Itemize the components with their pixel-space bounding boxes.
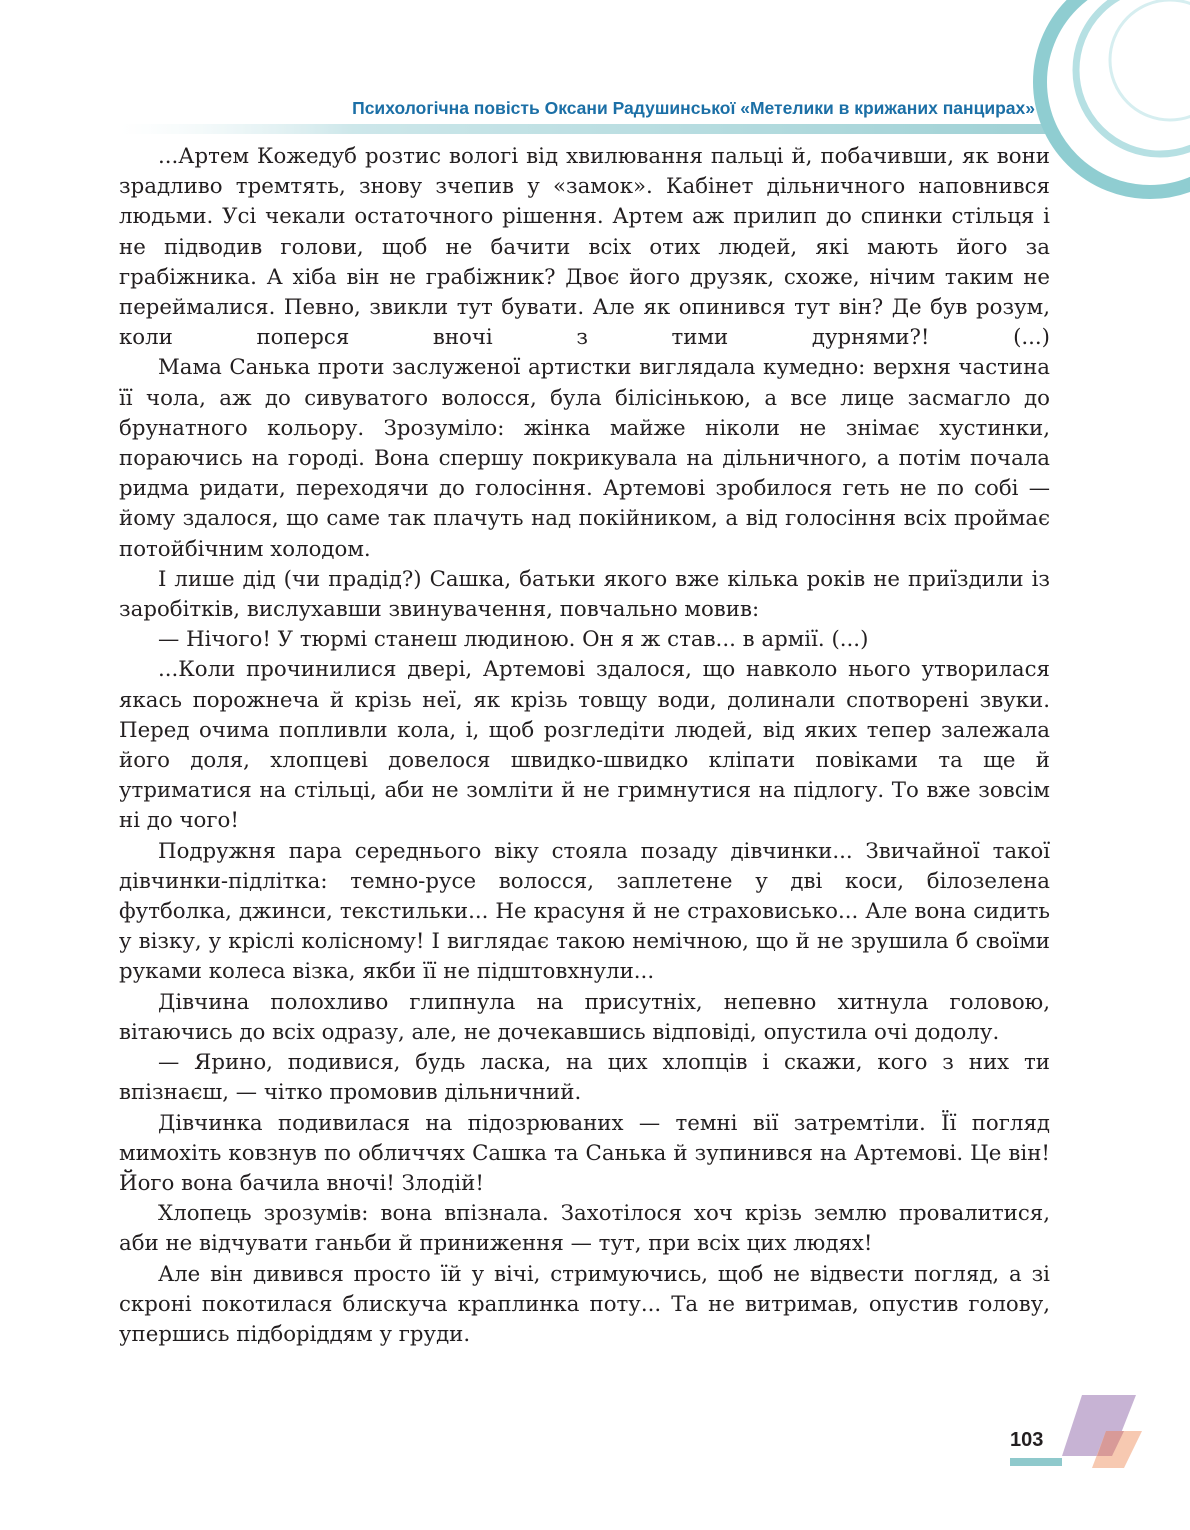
paragraph: І лише дід (чи прадід?) Сашка, батьки якого вже кілька років не приїздили із заробітків, вислухавши звинувачення, повчально мовив: — [119, 566, 1050, 623]
paragraph: — Ярино, подивися, будь ласка, на цих хлопців і скажи, кого з них ти впізнаєш, — чітко промовив дільничний. — [119, 1050, 1050, 1106]
paragraph: Дівчина полохливо глипнула на присутніх, непевно хитнула головою, вітаючись до всіх одразу, але, не дочекавшись відповіді, опустила очі додолу. — [119, 989, 1050, 1045]
paragraph: Хлопець зрозумів: вона впізнала. Захотілося хоч крізь землю провалитися, аби не відчувати ганьби й приниження — тут, при всіх цих людях! — [119, 1201, 1050, 1257]
paragraph: Дівчинка подивилася на підозрюваних — темні вії затремтіли. Її погляд мимохіть ковзнув по обличчях Сашка та Санька й зупинився на Артемові. Це він! Його вона бачила вночі! Злодій! — [119, 1110, 1050, 1196]
paragraph: Мама Санька проти заслуженої артистки виглядала кумедно: верхня частина її чола, аж до сивуватого волосся, була білісінькою, а все лице засмагло до брунатного кольору. Зрозуміло: жінка майже ніколи не знімає хустинки, пораючись на городі. Вона спершу покрикувала на дільничного, а потім почала ридма ридати, переходячи до голосіння. Артемові зробилося геть не по собі — йому здалося, що саме так плачуть над покійником, а від голосіння всіх проймає потойбічним холодом. — [119, 355, 1050, 562]
page-number: 103 — [1010, 1429, 1044, 1451]
paragraph: Подружня пара середнього віку стояла позаду дівчинки... Звичайної такої дівчинки-підлітка: темно-русе волосся, заплетене у дві коси, білозелена футболка, джинси, текстильки... Не красуня й не страховисько... Але вона сидить у візку, у кріслі колісному! І виглядає такою немічною, що й не зрушила б своїми руками колеса візка, якби її не підштовхнули... — [119, 838, 1050, 985]
running-title: Психологічна повість Оксани Радушинської «Метелики в крижаних панцирах» — [352, 98, 1035, 118]
paragraph: Але він дивився просто їй у вічі, стримуючись, щоб не відвести погляд, а зі скроні покотилася блискуча краплинка поту... Та не витримав, опустив голову, упершись підборіддям у груди. — [119, 1261, 1050, 1347]
paragraph: ...Коли прочинилися двері, Артемові здалося, що навколо нього утворилася якась порожнеча й крізь неї, як крізь товщу води, долинали спотворені звуки. Перед очима попливли кола, і, щоб розгледіти людей, від яких тепер залежала його доля, хлопцеві довелося швидко-швидко кліпати повіками та ще й утриматися на стільці, аби не зомліти й не гримнутися на підлогу. То вже зовсім ні до чого! — [119, 657, 1050, 834]
paragraph: ...Артем Кожедуб розтис вологі від хвилювання пальці й, побачивши, як вони зрадливо тремтять, знову зчепив у «замок». Кабінет дільничного наповнився людьми. Усі чекали остаточного рішення. Артем аж прилип до спинки стільця і не підводив голови, щоб не бачити всіх отих людей, які мають його за грабіжника. А хіба він не грабіжник? Двоє його друзяк, схоже, нічим таким не переймалися. Певно, звикли тут бувати. Але як опинився тут він? Де був розум, коли поперся вночі з тими дурнями?! (...) — [119, 144, 1050, 351]
footer-bar — [1010, 1458, 1062, 1466]
paragraph: — Нічого! У тюрмі станеш людиною. Он я ж став... в армії. (...) — [158, 627, 869, 653]
